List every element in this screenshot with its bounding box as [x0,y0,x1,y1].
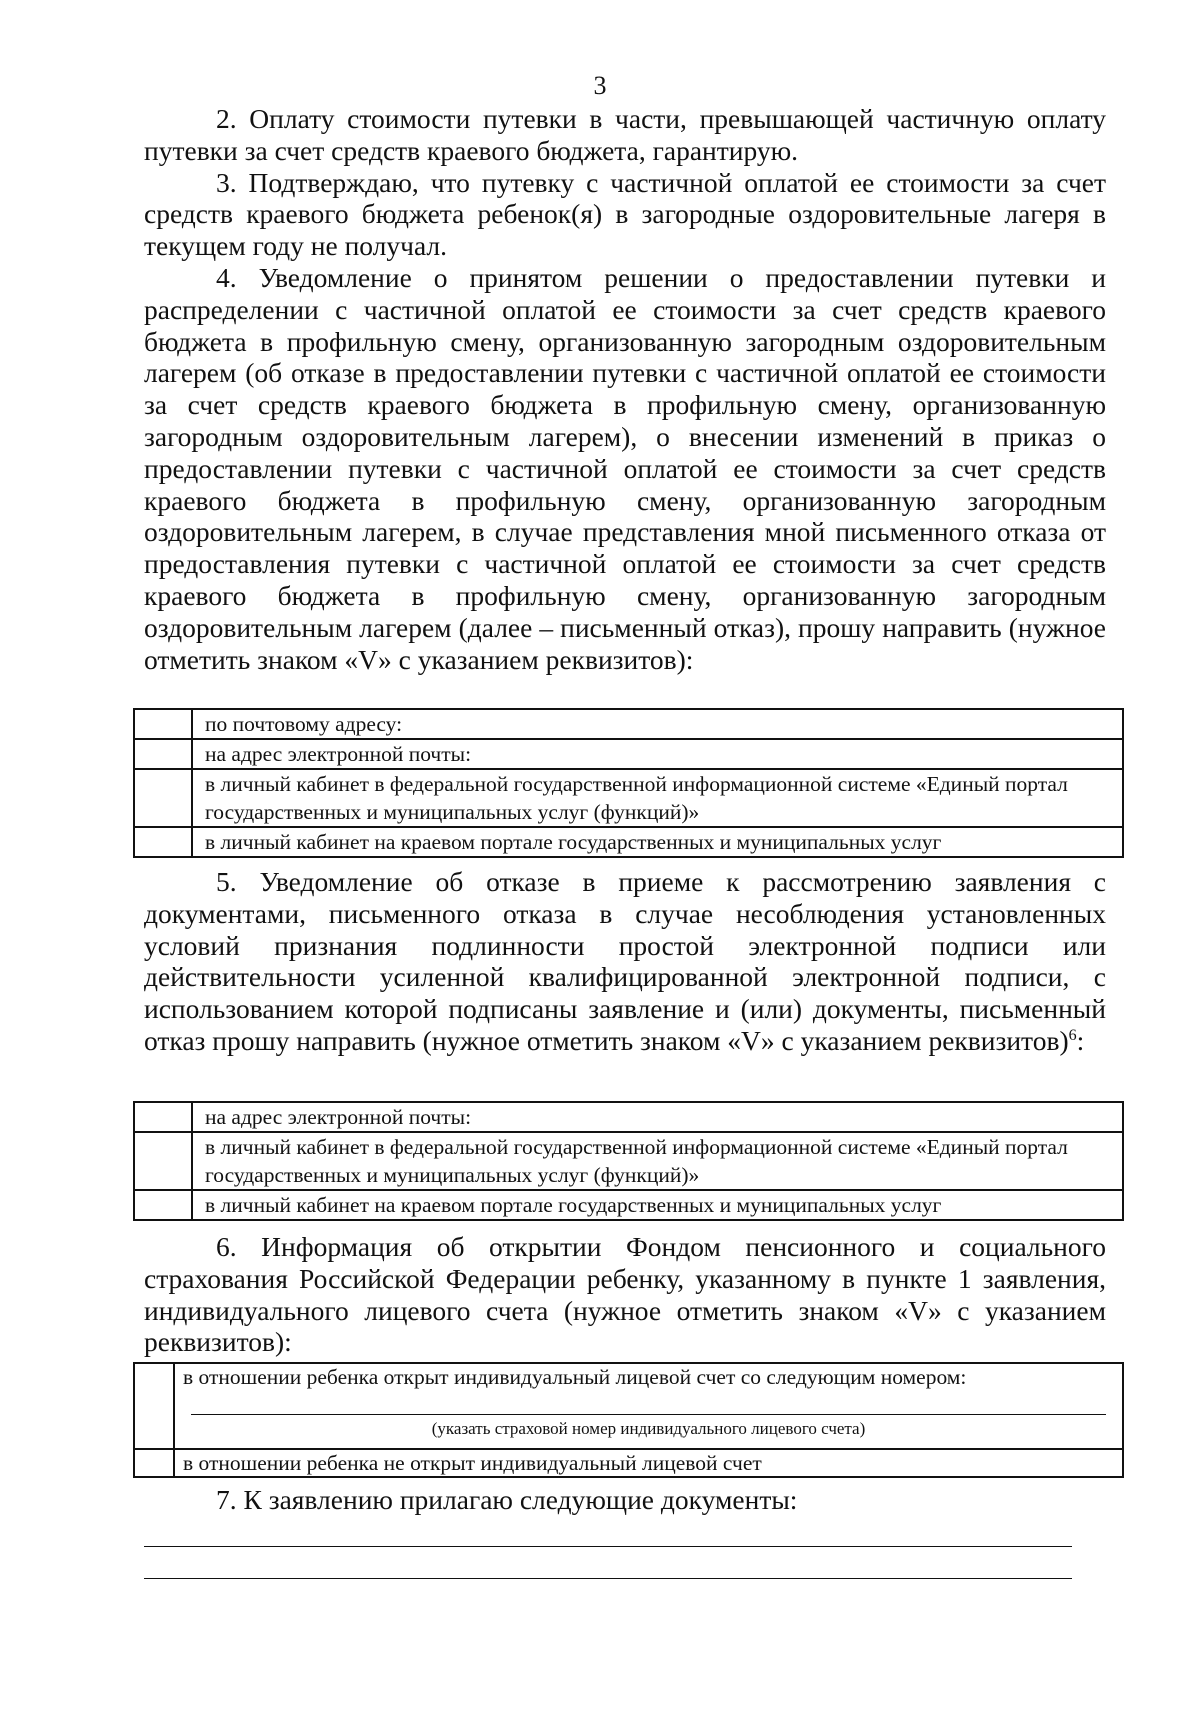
option-label: в личный кабинет в федеральной государственной информационной системе «Единый портал государственных и муниципальных услуг (функций)» [192,1132,1123,1190]
table-row [134,709,1123,739]
paragraph-5 [144,866,1106,1057]
option-label: в личный кабинет на краевом портале государственных и муниципальных услуг [192,827,1123,857]
table-row [134,1363,1123,1449]
paragraph-3: 3. Подтверждаю, что путевку с частичной оплатой ее стоимости за счет средств краевого бюджета ребенок(я) в загородные оздоровительные лагеря в текущем году не получал. [144,166,1106,262]
table-row [134,1102,1123,1132]
page-number: 3 [593,71,607,100]
option-label: в отношении ребенка не открыт индивидуальный лицевой счет [174,1449,1123,1477]
account-opened-cell [174,1363,1123,1449]
paragraph-5-text: 5. Уведомление об отказе в приеме к рассмотрению заявления с документами, письменного отказа в случае несоблюдения установленных условий признания подлинности простой электронной подписи или действительности усиленной квалифицированной электронной подписи, с использованием которой подписаны заявление и (или) документы, письменный отказ прошу направить (нужное отметить знаком «V» с указанием реквизитов) [144,866,1106,1056]
table-row [134,739,1123,769]
table-row [134,827,1123,857]
footnote-mark: 6 [1068,1026,1077,1044]
option-label: на адрес электронной почты: [192,739,1123,769]
option-label: в отношении ребенка открыт индивидуальный лицевой счет со следующим номером: [183,1365,967,1389]
checkbox-cell-email[interactable] [134,1102,192,1132]
paragraph-2: 2. Оплату стоимости путевки в части, превышающей частичную оплату путевки за счет средств краевого бюджета, гарантирую. [144,103,1106,166]
checkbox-cell-regional-portal[interactable] [134,827,192,857]
paragraph-5-end: : [1076,1024,1085,1056]
paragraph-7: 7. К заявлению прилагаю следующие документы: [216,1484,798,1515]
checkbox-cell-postal[interactable] [134,709,192,739]
checkbox-cell-gosuslugi[interactable] [134,1132,192,1190]
paragraph-4: 4. Уведомление о принятом решении о предоставлении путевки и распределении с частичной оплатой ее стоимости за счет средств краевого бюджета в профильную смену, организованную загородным оздоровительным лагерем (об отказе в предоставлении путевки с частичной оплатой ее стоимости за счет средств краевого бюджета в профильную смену, организованную загородным оздоровительным лагерем), о внесении изменений в приказ о предоставлении путевки с частичной оплатой ее стоимости за счет средств краевого бюджета в профильную смену, организованную загородным оздоровительным лагерем, в случае представления мной письменного отказа от предоставления путевки с частичной оплатой ее стоимости за счет средств краевого бюджета в профильную смену, организованную загородным оздоровительным лагерем (далее – письменный отказ), прошу направить (нужное отметить знаком «V» с указанием реквизитов): [144,261,1106,675]
table-row [134,1449,1123,1477]
checkbox-cell-email[interactable] [134,739,192,769]
paragraph-block-1 [144,103,1106,675]
paragraph-block-2 [144,866,1106,1057]
option-label: на адрес электронной почты: [192,1102,1123,1132]
table-row [134,769,1123,827]
table-row [134,1132,1123,1190]
documents-blank-line-2[interactable] [144,1578,1072,1579]
account-number-caption: (указать страховой номер индивидуального лицевого счета) [431,1419,866,1438]
option-label: в личный кабинет на краевом портале государственных и муниципальных услуг [192,1190,1123,1220]
account-number-field[interactable] [191,1396,1106,1415]
table-row [134,1190,1123,1220]
individual-account-table [133,1362,1124,1478]
paragraph-block-4 [144,1484,1106,1516]
checkbox-cell-account-opened[interactable] [134,1363,174,1449]
documents-blank-line-1[interactable] [144,1546,1072,1547]
checkbox-cell-account-not-opened[interactable] [134,1449,174,1477]
paragraph-block-3 [144,1231,1106,1358]
checkbox-cell-regional-portal[interactable] [134,1190,192,1220]
delivery-options-table-2 [133,1101,1124,1221]
delivery-options-table-1 [133,708,1124,858]
checkbox-cell-gosuslugi[interactable] [134,769,192,827]
paragraph-6: 6. Информация об открытии Фондом пенсионного и социального страхования Российской Федерации ребенку, указанному в пункте 1 заявления, индивидуального лицевого счета (нужное отметить знаком «V» с указанием реквизитов): [144,1231,1106,1358]
option-label: в личный кабинет в федеральной государственной информационной системе «Единый портал государственных и муниципальных услуг (функций)» [192,769,1123,827]
option-label: по почтовому адресу: [192,709,1123,739]
